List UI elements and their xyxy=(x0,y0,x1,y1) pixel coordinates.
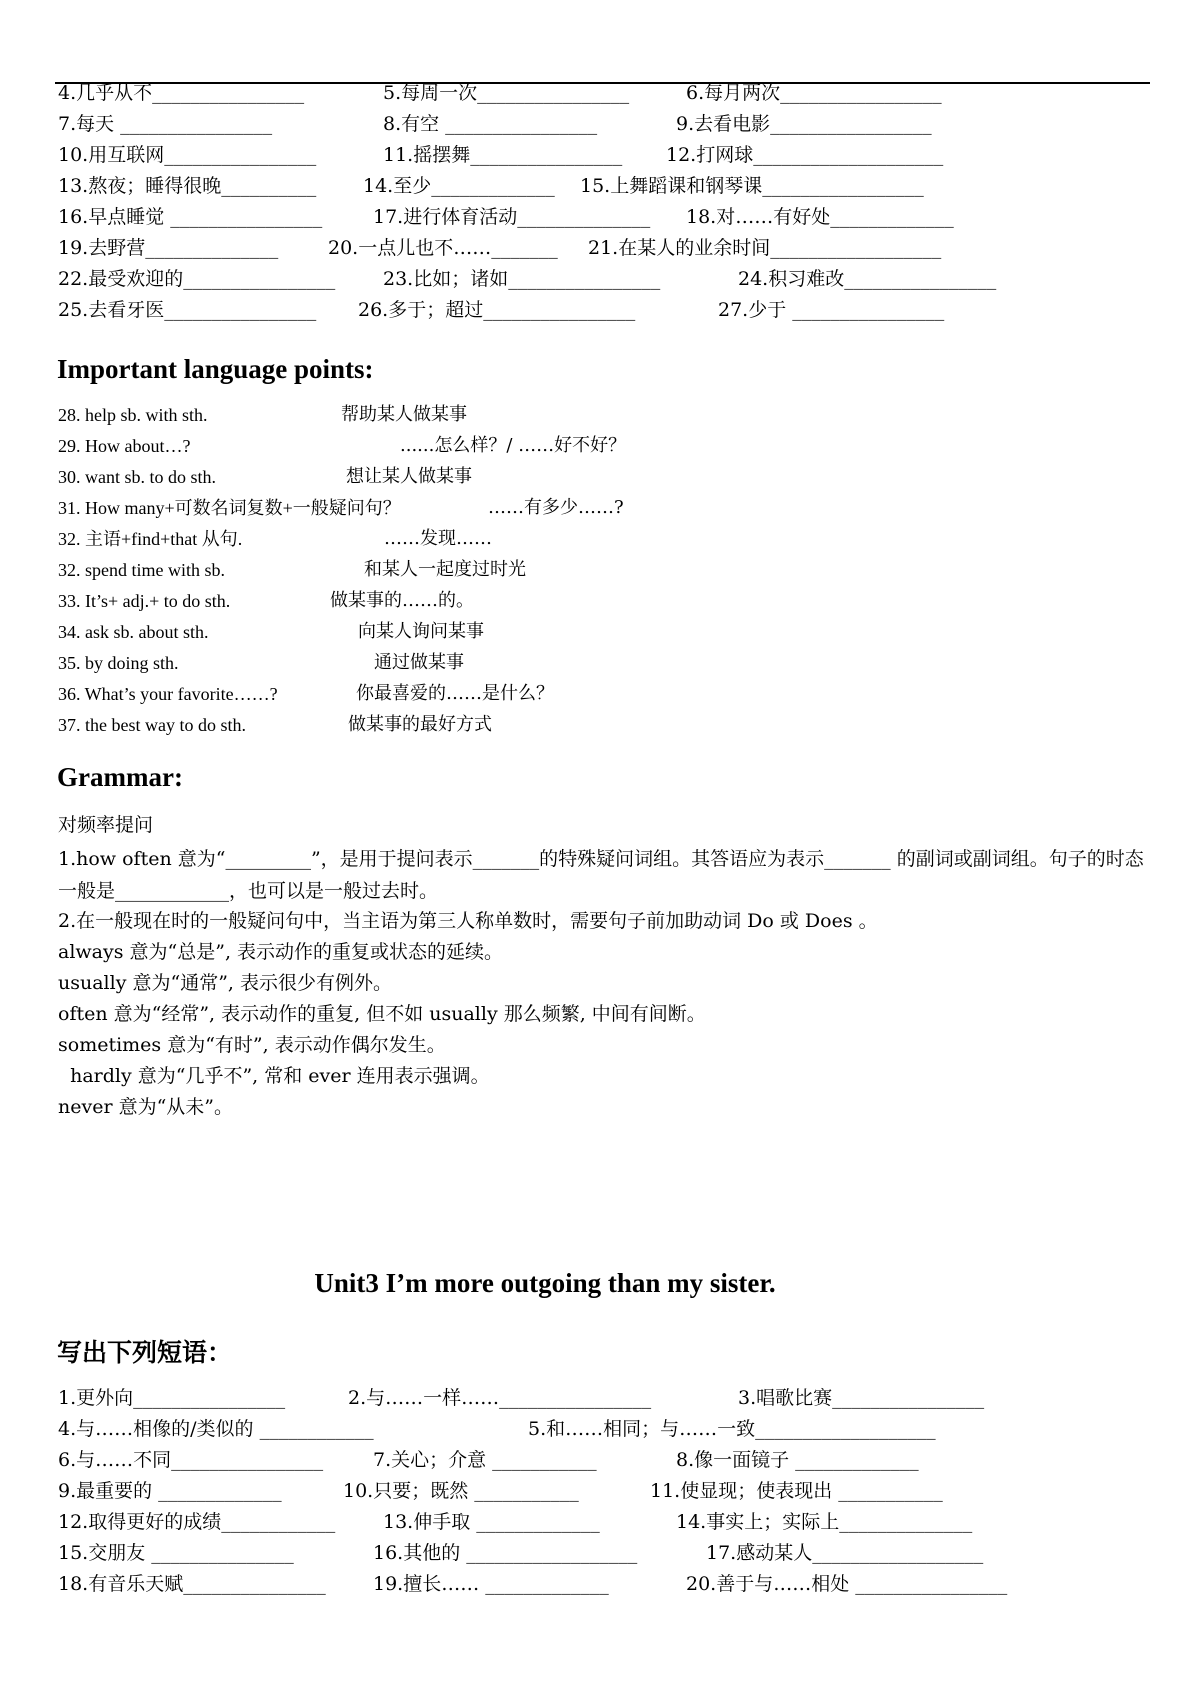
language-point-cn: ......怎么样？/ ……好不好？ xyxy=(400,435,627,456)
phrase-item: 5.每周一次________________ xyxy=(383,82,630,104)
grammar-line: sometimes 意为“有时”, 表示动作偶尔发生。 xyxy=(58,1034,446,1056)
grammar-paragraph: 2.在一般现在时的一般疑问句中，当主语为第三人称单数时，需要句子前加助动词 Do 或 Does 。 xyxy=(58,910,878,932)
phrase-item: 26.多于；超过________________ xyxy=(358,299,636,321)
language-point-en: 29. How about…? xyxy=(58,436,191,456)
language-point-en: 35. by doing sth. xyxy=(58,653,179,673)
phrase-item: 7.关心；介意 ___________ xyxy=(373,1449,597,1471)
language-point-en: 36. What’s your favorite……? xyxy=(58,684,278,704)
grammar-line: often 意为“经常”, 表示动作的重复, 但不如 usually 那么频繁, 中间有间断。 xyxy=(58,1003,706,1025)
phrase-item: 10.只要；既然 ___________ xyxy=(343,1480,579,1502)
phrase-item: 11.使显现；使表现出 ___________ xyxy=(650,1480,943,1502)
phrase-item: 4.几乎从不________________ xyxy=(58,82,305,104)
language-point-cn: 和某人一起度过时光 xyxy=(364,559,526,580)
language-point-cn: 想让某人做某事 xyxy=(346,466,472,487)
phrase-item: 15.上舞蹈课和钢琴课_________________ xyxy=(580,175,924,197)
phrase-item: 6.与……不同________________ xyxy=(58,1449,324,1471)
phrase-item: 6.每月两次_________________ xyxy=(686,82,942,104)
phrase-item: 19.擅长…… _____________ xyxy=(373,1573,609,1595)
language-point-cn: 通过做某事 xyxy=(374,652,464,673)
section-heading: Important language points: xyxy=(57,354,374,384)
language-point-cn: 做某事的……的。 xyxy=(330,590,474,611)
phrase-item: 14.事实上；实际上______________ xyxy=(676,1511,973,1533)
language-point-cn: 做某事的最好方式 xyxy=(348,714,492,735)
language-point-en: 33. It’s+ adj.+ to do sth. xyxy=(58,591,231,611)
language-point-en: 28. help sb. with sth. xyxy=(58,405,208,425)
phrase-item: 20.一点儿也不……_______ xyxy=(328,237,558,259)
phrase-item: 10.用互联网________________ xyxy=(58,144,317,166)
phrase-item: 5.和……相同；与……一致___________________ xyxy=(528,1418,936,1440)
phrase-item: 18.对……有好处_____________ xyxy=(686,206,954,228)
section-heading: 写出下列短语： xyxy=(57,1338,233,1367)
phrase-item: 16.其他的 __________________ xyxy=(373,1542,638,1564)
phrase-item: 2.与……一样……________________ xyxy=(348,1387,652,1409)
phrase-item: 22.最受欢迎的________________ xyxy=(58,268,336,290)
phrase-item: 8.有空 ________________ xyxy=(383,113,598,135)
phrase-item: 1.更外向________________ xyxy=(58,1387,286,1409)
language-point-en: 34. ask sb. about sth. xyxy=(58,622,209,642)
language-point-cn: 帮助某人做某事 xyxy=(341,404,467,425)
grammar-line: always 意为“总是”, 表示动作的重复或状态的延续。 xyxy=(58,941,504,963)
phrase-item: 14.至少_____________ xyxy=(363,175,555,197)
phrase-item: 21.在某人的业余时间__________________ xyxy=(588,237,942,259)
language-point-en: 32. spend time with sb. xyxy=(58,560,225,580)
language-point-en: 37. the best way to do sth. xyxy=(58,715,246,735)
phrase-item: 23.比如；诸如________________ xyxy=(383,268,661,290)
phrase-item: 17.进行体育活动______________ xyxy=(373,206,651,228)
language-point-cn: ……发现…… xyxy=(384,528,492,549)
phrase-item: 12.取得更好的成绩____________ xyxy=(58,1511,336,1533)
phrase-item: 18.有音乐天赋_______________ xyxy=(58,1573,326,1595)
phrase-item: 16.早点睡觉 ________________ xyxy=(58,206,323,228)
grammar-paragraph: 1.how often 意为“_________”，是用于提问表示_______的特殊疑问词组。其答语应为表示_______ 的副词或副词组。句子的时态一般是____________，也可以是一般过去时。 xyxy=(58,848,1144,902)
phrase-item: 13.伸手取 _____________ xyxy=(383,1511,600,1533)
phrase-item: 9.最重要的 _____________ xyxy=(58,1480,282,1502)
grammar-line: hardly 意为“几乎不”, 常和 ever 连用表示强调。 xyxy=(58,1065,490,1087)
phrase-item: 20.善于与……相处 ________________ xyxy=(686,1573,1008,1595)
grammar-line: usually 意为“通常”, 表示很少有例外。 xyxy=(58,972,392,994)
grammar-subheading: 对频率提问 xyxy=(58,814,154,836)
language-point-cn: ……有多少……? xyxy=(488,497,624,518)
phrase-item: 12.打网球____________________ xyxy=(666,144,944,166)
phrase-item: 13.熬夜；睡得很晚__________ xyxy=(58,175,317,197)
unit-title: Unit3 I’m more outgoing than my sister. xyxy=(314,1268,776,1298)
language-point-en: 30. want sb. to do sth. xyxy=(58,467,217,487)
language-point-cn: 向某人询问某事 xyxy=(358,621,484,642)
phrase-item: 24.积习难改________________ xyxy=(738,268,997,290)
phrase-item: 3.唱歌比赛________________ xyxy=(738,1387,985,1409)
language-point-cn: 你最喜爱的……是什么？ xyxy=(356,683,554,704)
phrase-item: 4.与……相像的/类似的 ____________ xyxy=(58,1418,374,1440)
phrase-item: 19.去野营______________ xyxy=(58,237,279,259)
phrase-item: 15.交朋友 _______________ xyxy=(58,1542,294,1564)
phrase-item: 7.每天 ________________ xyxy=(58,113,273,135)
phrase-item: 17.感动某人__________________ xyxy=(706,1542,984,1564)
phrase-item: 25.去看牙医________________ xyxy=(58,299,317,321)
language-point-en: 32. 主语+find+that 从句. xyxy=(58,529,243,549)
phrase-item: 8.像一面镜子 _____________ xyxy=(676,1449,919,1471)
section-heading: Grammar: xyxy=(57,762,183,792)
phrase-item: 27.少于 ________________ xyxy=(718,299,945,321)
language-point-en: 31. How many+可数名词复数+一般疑问句？ xyxy=(58,498,401,518)
grammar-line: never 意为“从未”。 xyxy=(58,1096,234,1118)
phrase-item: 9.去看电影_________________ xyxy=(676,113,932,135)
phrase-item: 11.摇摆舞________________ xyxy=(383,144,623,166)
